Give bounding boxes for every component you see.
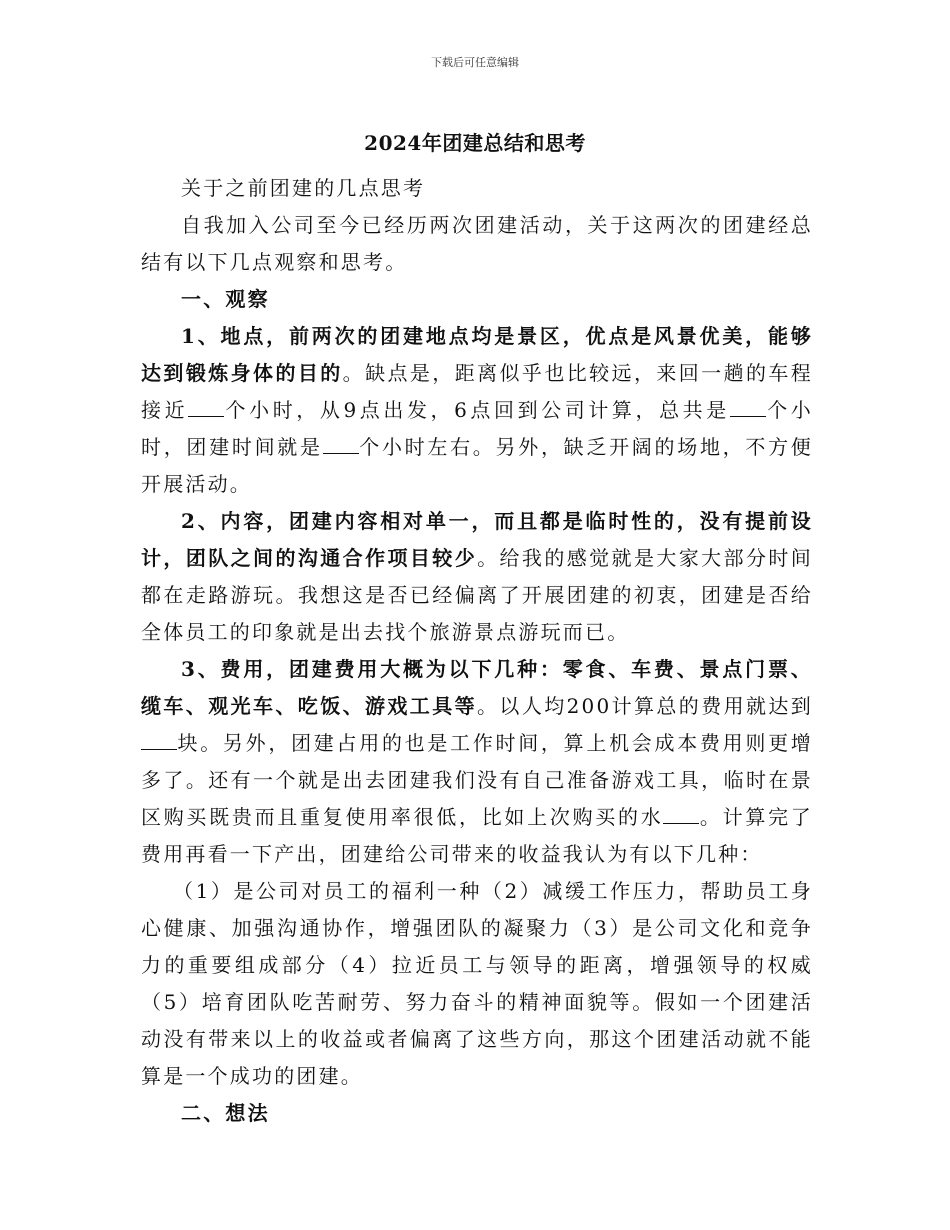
- paragraph-cost: [141, 651, 813, 873]
- header-note: 下载后可任意编辑: [431, 56, 519, 69]
- intro-line: 关于之前团建的几点思考: [181, 176, 426, 200]
- paragraph-content: [141, 503, 813, 651]
- paragraph-content-text: 。给我的感觉就是大家大部分时间都在走路游玩。我想这是否已经偏离了开展团建的初衷，团建是否给全体员工的印象就是出去找个旅游景点游玩而已。: [141, 546, 814, 644]
- fill-blank: [663, 801, 699, 824]
- paragraph-cost-text-1: 。以人均200计算总的费用就达到: [477, 694, 814, 718]
- paragraph-location-text-3: 个小时，团建时间就是: [141, 398, 813, 459]
- paragraph-location-text-2: 个小时，从9点出发，6点回到公司计算，总共是: [224, 398, 730, 422]
- fill-blank: [323, 431, 359, 454]
- fill-blank: [188, 394, 224, 417]
- fill-blank: [141, 727, 177, 750]
- document-body: [141, 170, 813, 1132]
- paragraph-cost-bold: 3、费用，团建费用大概为以下几种：零食、车费、景点门票、缆车、观光车、吃饭、游戏工具等: [141, 657, 813, 718]
- paragraph-cost-text-2: 块。另外，团建占用的也是工作时间，算上机会成本费用则更增多了。还有一个就是出去团建我们没有自己准备游戏工具，临时在景区购买既贵而且重复使用率很低，比如上次购买的水: [141, 731, 813, 829]
- paragraph-content-bold: 2、内容，团建内容相对单一，而且都是临时性的，没有提前设计，团队之间的沟通合作项目较少: [141, 509, 813, 570]
- paragraph-location-text-1: 。缺点是，距离似乎也比较远，来回一趟的车程接近: [141, 361, 813, 422]
- paragraph-location-bold: 1、地点，前两次的团建地点均是景区，优点是风景优美，能够达到锻炼身体的目的: [141, 324, 813, 385]
- document-title: 2024年团建总结和思考: [364, 131, 586, 155]
- section-heading-observation: 一、观察: [181, 287, 270, 311]
- intro-paragraph: 自我加入公司至今已经历两次团建活动，关于这两次的团建经总结有以下几点观察和思考。: [141, 213, 813, 274]
- fill-blank: [730, 394, 766, 417]
- paragraph-benefits: （1）是公司对员工的福利一种（2）减缓工作压力，帮助员工身心健康、加强沟通协作，增强团队的凝聚力（3）是公司文化和竞争力的重要组成部分（4）拉近员工与领导的距离，增强领导的权威（5）培育团队吃苦耐劳、努力奋斗的精神面貌等。假如一个团建活动没有带来以上的收益或者偏离了这些方向，那这个团建活动就不能算是一个成功的团建。: [141, 879, 813, 1088]
- section-heading-ideas: 二、想法: [181, 1101, 270, 1125]
- paragraph-location: [141, 318, 813, 503]
- paragraph-cost-text-3: 。计算完了费用再看一下产出，团建给公司带来的收益我认为有以下几种：: [141, 805, 813, 866]
- paragraph-location-text-4: 个小时左右。另外，缺乏开阔的场地，不方便开展活动。: [141, 435, 813, 496]
